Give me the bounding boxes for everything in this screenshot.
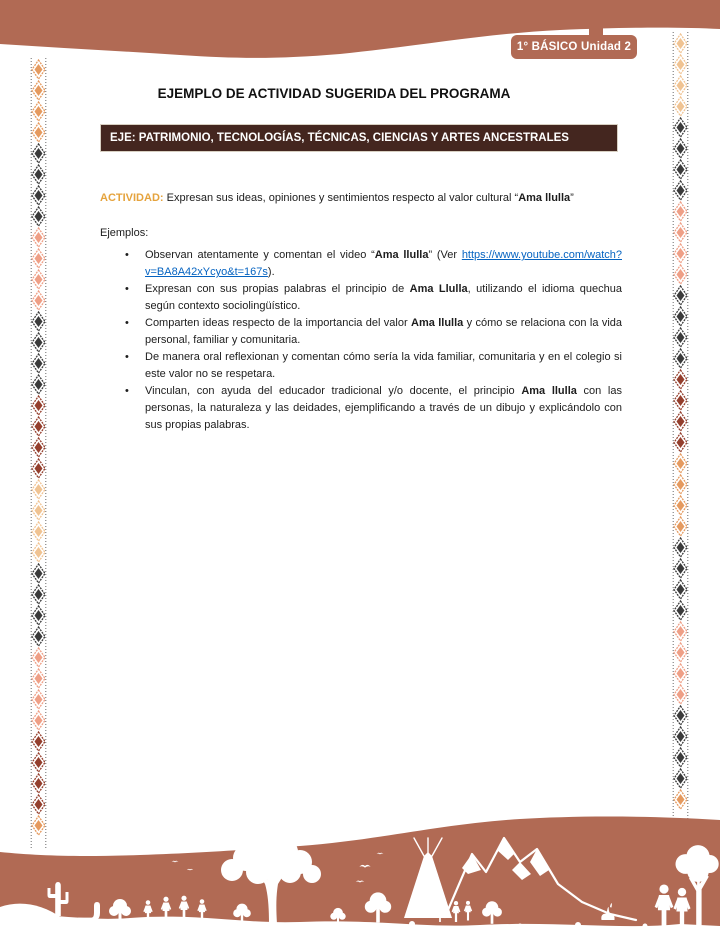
bullet-marker: • — [125, 351, 129, 363]
bullet-text — [145, 349, 622, 383]
eje-banner: EJE: PATRIMONIO, TECNOLOGÍAS, TÉCNICAS, CIENCIAS Y ARTES ANCESTRALES — [100, 124, 618, 152]
text-run: De manera oral reflexionan y comentan cómo sería la vida familiar, comunitaria y en el colegio si este valor no se respetara. — [145, 351, 622, 380]
bullet-marker: • — [125, 283, 129, 295]
bullet-text — [145, 281, 622, 315]
text-run: ” — [570, 192, 574, 204]
video-link[interactable]: https://www.youtube.com/watch?v=BA8A42xYcyo&t=167s — [145, 249, 622, 278]
activity-label: ACTIVIDAD: — [100, 192, 164, 204]
text-run: , utilizando el idioma quechua según contexto sociolingüístico. — [145, 283, 622, 312]
list-item — [125, 349, 622, 383]
bullet-text — [145, 315, 622, 349]
emphasis-text: Ama llulla — [411, 317, 464, 329]
text-run: ” (Ver — [428, 249, 462, 261]
text-run: con las personas, la naturaleza y las deidades, ejemplificando a través de un dibujo y explicándolo con sus propias palabras. — [145, 385, 622, 431]
page-title: EJEMPLO DE ACTIVIDAD SUGERIDA DEL PROGRAMA — [157, 86, 511, 101]
footer-illustration — [0, 812, 720, 932]
text-run: Observan atentamente y comentan el video “ — [145, 249, 375, 261]
emphasis-text: Ama llulla — [374, 249, 429, 261]
list-item — [125, 281, 622, 315]
list-item — [125, 247, 622, 281]
emphasis-text: Ama Llulla — [409, 283, 468, 295]
bullet-text — [145, 247, 622, 281]
emphasis-text: Ama llulla — [518, 192, 571, 204]
text-run: Comparten ideas respecto de la importancia del valor — [145, 317, 412, 329]
bullet-marker: • — [125, 385, 129, 397]
text-run: Expresan sus ideas, opiniones y sentimientos respecto al valor cultural “ — [166, 192, 519, 204]
text-run: ). — [267, 266, 275, 278]
examples-list — [125, 247, 622, 434]
right-border-pattern — [672, 32, 689, 822]
emphasis-text: Ama llulla — [521, 385, 577, 397]
bullet-marker: • — [125, 249, 129, 261]
bullet-text — [145, 383, 622, 434]
bullet-marker: • — [125, 317, 129, 329]
list-item — [125, 383, 622, 434]
left-border-pattern — [30, 58, 47, 848]
text-run: Vinculan, con ayuda del educador tradicional y/o docente, el principio — [145, 385, 522, 397]
examples-label: Ejemplos: — [100, 227, 149, 239]
text-run: y cómo se relaciona con la vida personal, familiar y comunitaria. — [145, 317, 622, 346]
unit-badge-label: 1° BÁSICO Unidad 2 — [516, 41, 632, 53]
activity-line — [100, 190, 622, 206]
activity-text — [167, 192, 574, 204]
text-run: Expresan con sus propias palabras el principio de — [145, 283, 410, 295]
unit-badge — [511, 35, 637, 59]
list-item — [125, 315, 622, 349]
